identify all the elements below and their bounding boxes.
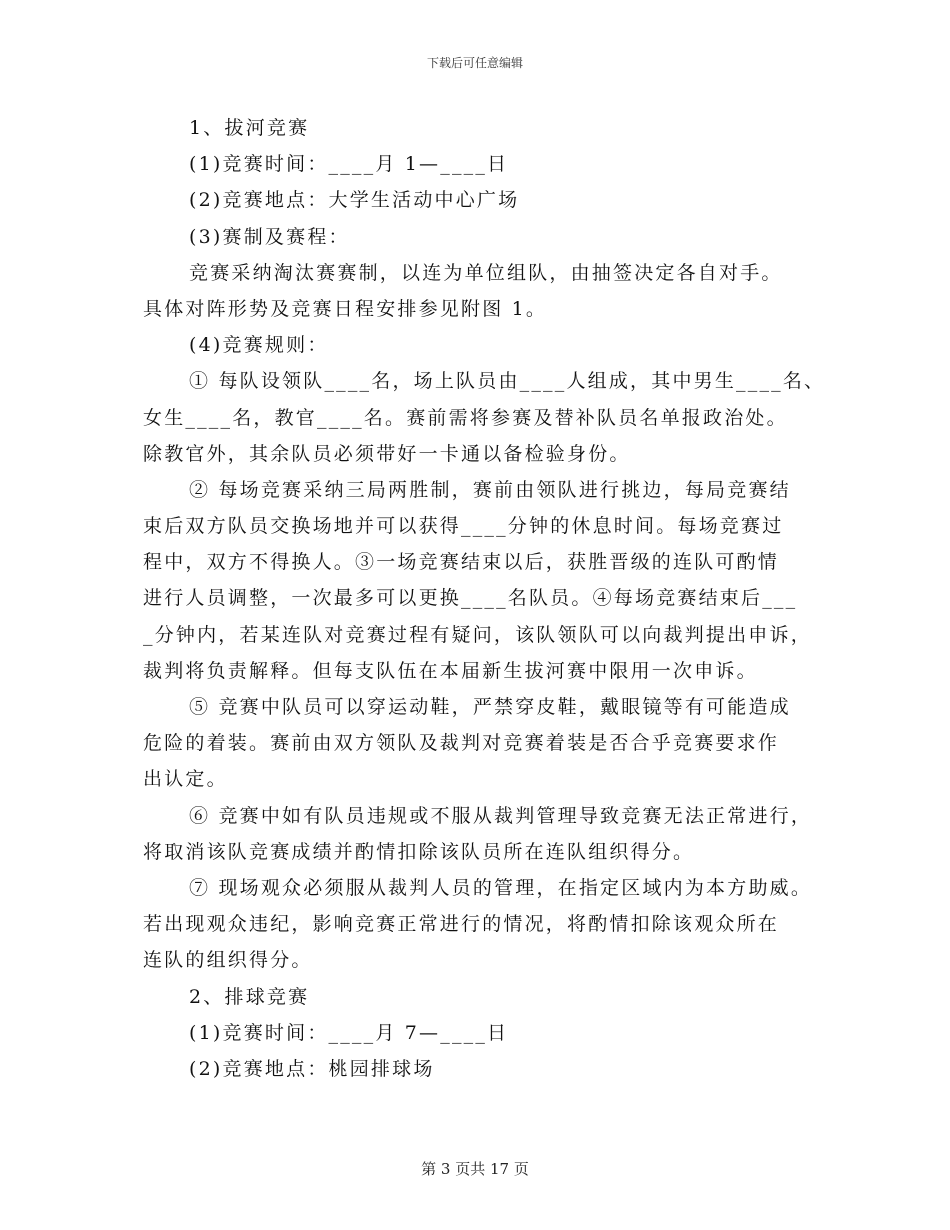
competition-venue: (2)竞赛地点：大学生活动中心广场 [189,189,520,212]
rule-5-line: 危险的着装。赛前由双方领队及裁判对竞赛着装是否合乎竞赛要求作 [143,732,780,755]
rule-1-line: ① 每队设领队____名，场上队员由____人组成，其中男生____名、 [189,370,826,393]
rule-7-line: ⑦ 现场观众必须服从裁判人员的管理，在指定区域内为本方助威。 [189,876,813,899]
rules-heading: (4)竞赛规则： [189,334,329,357]
rule-2-line: 束后双方队员交换场地并可以获得____分钟的休息时间。每场竞赛过 [143,515,784,538]
page-footer: 第 3 页共 17 页 [421,1160,529,1178]
section-title-tug-of-war: 1、拔河竞赛 [189,117,310,139]
volleyball-time: (1)竞赛时间：____月 7—____日 [189,1021,509,1044]
rule-5-line: ⑤ 竞赛中队员可以穿运动鞋，严禁穿皮鞋，戴眼镜等有可能造成 [189,696,791,718]
rule-7-line: 若出现观众违纪，影响竞赛正常进行的情况，将酌情扣除该观众所在 [143,913,780,936]
rule-1-line: 除教官外，其余队员必须带好一卡通以备检验身份。 [143,442,631,465]
competition-time: (1)竞赛时间：____月 1—____日 [189,153,509,176]
format-heading: (3)赛制及赛程： [189,225,350,248]
paragraph-line: 竞赛采纳淘汰赛赛制，以连为单位组队，由抽签决定各自对手。 [189,261,783,284]
rule-7-line: 连队的组织得分。 [143,949,313,972]
volleyball-venue: (2)竞赛地点：桃园排球场 [189,1057,435,1080]
rule-3-line: 进行人员调整，一次最多可以更换____名队员。④每场竞赛结束后___ [143,587,798,610]
rule-6-line: 将取消该队竞赛成绩并酌情扣除该队员所在连队组织得分。 [143,840,695,863]
rule-4-line: 裁判将负责解释。但每支队伍在本届新生拔河赛中限用一次申诉。 [143,659,758,682]
page-header: 下载后可任意编辑 [426,56,523,70]
rule-5-line: 出认定。 [143,768,228,791]
rule-4-line: _分钟内，若某连队对竞赛过程有疑问，该队领队可以向裁判提出申诉， [143,623,812,646]
paragraph-line: 具体对阵形势及竞赛日程安排参见附图 1。 [143,297,548,320]
document-body [143,110,826,1087]
rule-2-line: ② 每场竞赛采纳三局两胜制，赛前由领队进行挑边，每局竞赛结 [189,478,791,501]
rule-2-line: 程中，双方不得换人。③一场竞赛结束以后，获胜晋级的连队可酌情 [143,551,780,574]
rule-6-line: ⑥ 竞赛中如有队员违规或不服从裁判管理导致竞赛无法正常进行， [189,804,813,827]
rule-1-line: 女生____名，教官____名。赛前需将参赛及替补队员名单报政治处。 [143,406,788,429]
section-title-volleyball: 2、排球竞赛 [189,985,310,1008]
